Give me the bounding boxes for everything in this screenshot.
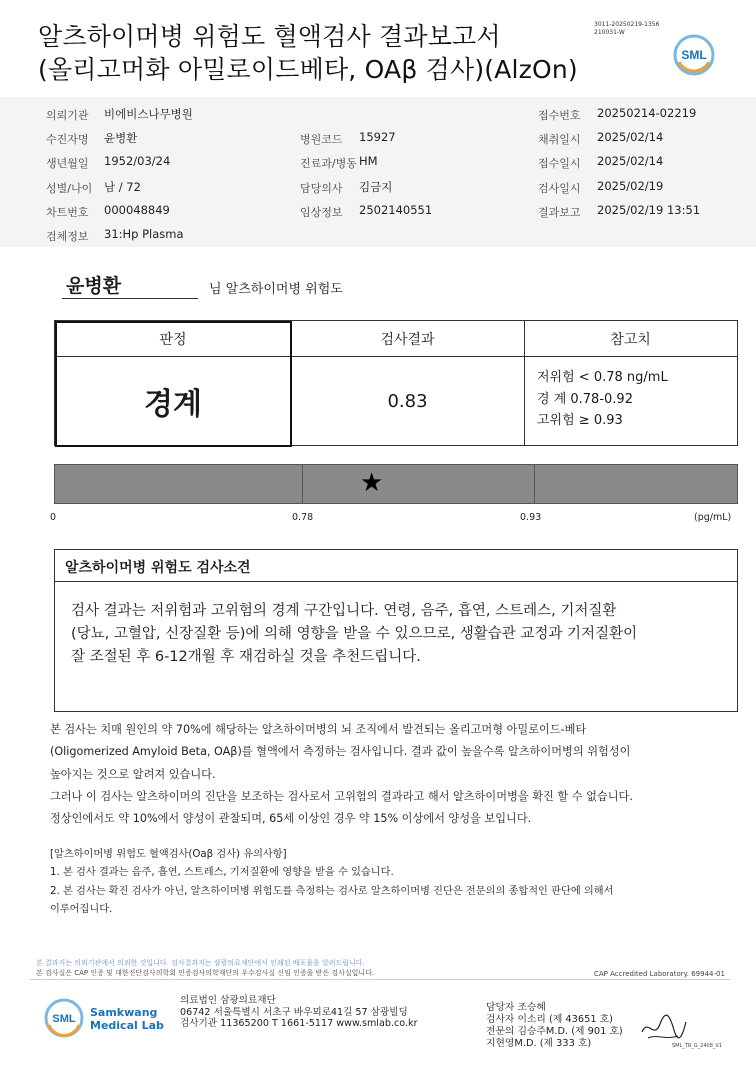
- staff-line: 검사자 이소리 (제 43651 호): [486, 1014, 613, 1025]
- description-line: 그러나 이 검사는 알츠하이머의 진단을 보조하는 검사로서 고위험의 결과라고 해서 알츠하이머병을 확진 할 수 없습니다.: [50, 789, 633, 803]
- patient-info-panel: [0, 97, 756, 247]
- document-code: [594, 21, 659, 37]
- risk-scale-bar: [54, 464, 738, 504]
- patient-heading-suffix: 님 알츠하이머병 위험도: [209, 282, 343, 297]
- institution-value: 비에비스나무병원: [104, 107, 193, 121]
- dept-label: 진료과/병동: [300, 157, 357, 170]
- scale-tick-low: 0.78: [292, 512, 314, 523]
- staff-list: [486, 1002, 623, 1050]
- dept-value: HM: [359, 154, 378, 168]
- sml-logo-text: SML: [681, 48, 707, 62]
- opinion-title: 알츠하이머병 위험도 검사소견: [55, 550, 737, 582]
- reference-header: 참고치: [524, 321, 737, 357]
- result-header: 검사결과: [291, 321, 524, 357]
- company-name-line2: Medical Lab: [90, 1019, 164, 1032]
- patient-value: 윤병환: [104, 131, 138, 145]
- scale-unit: (pg/mL): [694, 512, 732, 523]
- reference-borderline: 경 계 0.78-0.92: [537, 391, 633, 407]
- verdict-value: 경계: [144, 387, 202, 422]
- specimen-value: 31:Hp Plasma: [104, 227, 184, 241]
- opinion-line: 검사 결과는 저위험과 고위험의 경계 구간입니다. 연령, 음주, 흡연, 스트레스, 기저질환: [71, 603, 617, 619]
- chart-label: 차트번호: [46, 206, 89, 219]
- doctor-label: 담당의사: [300, 182, 343, 195]
- tested-label: 검사일시: [538, 182, 581, 195]
- collected-value: 2025/02/14: [597, 130, 664, 144]
- description-line: 높아지는 것으로 알려져 있습니다.: [50, 767, 216, 781]
- verdict-header: 판정: [55, 321, 291, 357]
- footer-notice: 본 결과지는 의뢰기관에서 의뢰한 것입니다. 검사결과지는 삼광의료재단에서 인쇄된 배포물을 알려드립니다.: [36, 959, 365, 967]
- hospital-code-label: 병원코드: [300, 133, 343, 146]
- precaution-item: 2. 본 검사는 확진 검사가 아닌, 알츠하이머병 위험도를 측정하는 검사로 알츠하이머병 진단은 전문의의 종합적인 판단에 의해서: [50, 885, 614, 897]
- scale-divider-low: [302, 465, 303, 503]
- document-code-line1: 3011-20250219-1356: [594, 21, 660, 28]
- sex-age-value: 남 / 72: [104, 180, 141, 194]
- test-precautions: [50, 846, 730, 920]
- birth-label: 생년월일: [46, 157, 89, 170]
- opinion-box: [54, 549, 738, 712]
- reported-value: 2025/02/19 13:51: [597, 203, 701, 217]
- address-line: 검사기관 11365200 T 1661-5117 www.smlab.co.kr: [180, 1018, 418, 1029]
- sex-age-label: 성별/나이: [46, 182, 93, 195]
- verdict-highlight-box: [55, 321, 292, 447]
- receipt-no-label: 접수번호: [538, 109, 581, 122]
- received-label: 접수일시: [538, 157, 581, 170]
- document-code-line2: 210031-W: [594, 29, 625, 36]
- chart-value: 000048849: [104, 203, 170, 217]
- patient-name-heading: 윤병환: [62, 271, 198, 299]
- patient-label: 수진자명: [46, 133, 89, 146]
- receipt-no-value: 20250214-02219: [597, 106, 697, 120]
- scale-tick-high: 0.93: [520, 512, 542, 523]
- staff-line: 담당자 조승혜: [486, 1002, 546, 1013]
- opinion-body: [71, 600, 735, 669]
- specimen-label: 검체정보: [46, 230, 89, 243]
- scale-tick-0: 0: [50, 512, 57, 523]
- signature-icon: [638, 1010, 688, 1044]
- cap-accreditation: CAP Accredited Laboratory. 69944-01: [594, 970, 725, 978]
- staff-line: 지현영M.D. (제 333 호): [486, 1038, 592, 1049]
- precaution-item: 이루어집니다.: [50, 904, 113, 916]
- address-line: 의료법인 삼광의료재단: [180, 995, 276, 1006]
- doctor-value: 김금지: [359, 180, 393, 194]
- company-address: [180, 995, 418, 1030]
- test-description: [50, 719, 730, 830]
- address-line: 06742 서울특별시 서초구 바우뫼로41길 57 삼광빌딩: [180, 1006, 408, 1018]
- report-title: [38, 20, 578, 86]
- result-table: [54, 320, 738, 446]
- form-code: SML_TR_G_2408_V1: [672, 1043, 723, 1049]
- reference-high: 고위험 ≥ 0.93: [537, 413, 623, 428]
- sml-logo-icon: [673, 34, 715, 76]
- clinical-value: 2502140551: [359, 203, 433, 217]
- precautions-title: [알츠하이머병 위험도 혈액검사(Oaβ 검사) 유의사항]: [50, 849, 287, 860]
- company-name: [90, 1006, 164, 1032]
- scale-divider-high: [534, 465, 535, 503]
- staff-line: 전문의 김승주M.D. (제 901 호): [486, 1026, 623, 1037]
- opinion-line: (당뇨, 고혈압, 신장질환 등)에 의해 영향을 받을 수 있으므로, 생활습관 교정과 기저질환이: [71, 626, 638, 642]
- opinion-line: 잘 조절된 후 6-12개월 후 재검하실 것을 추천드립니다.: [71, 649, 421, 665]
- column-divider: [524, 321, 525, 445]
- cap-notice: 본 검사실은 CAP 인증 및 대한진단검사의학회 인증검사의학재단의 우수검사실 신임 인증을 받은 검사실입니다.: [36, 969, 375, 977]
- report-title-line2: (올리고머화 아밀로이드베타, OAβ 검사)(AlzOn): [38, 55, 578, 84]
- result-marker-star-icon: ★: [360, 468, 384, 498]
- tested-value: 2025/02/19: [597, 179, 664, 193]
- result-value: 0.83: [387, 390, 428, 412]
- reference-ranges: [537, 367, 668, 432]
- description-line: 본 검사는 치매 원인의 약 70%에 해당하는 알츠하이머병의 뇌 조직에서 발견되는 올리고머형 아밀로이드-베타: [50, 723, 587, 736]
- precaution-item: 1. 본 검사 결과는 음주, 흡연, 스트레스, 기저질환에 영향을 받을 수 있습니다.: [50, 867, 394, 879]
- clinical-label: 임상정보: [300, 206, 343, 219]
- received-value: 2025/02/14: [597, 154, 664, 168]
- birth-value: 1952/03/24: [104, 154, 171, 168]
- samkwang-logo-text: SML: [52, 1013, 76, 1025]
- reference-low: 저위험 < 0.78 ng/mL: [537, 370, 668, 385]
- description-line: 정상인에서도 약 10%에서 양성이 관찰되며, 65세 이상인 경우 약 15% 이상에서 양성을 보입니다.: [50, 812, 532, 826]
- reported-label: 결과보고: [538, 206, 581, 219]
- institution-label: 의뢰기관: [46, 109, 89, 122]
- company-name-line1: Samkwang: [90, 1006, 158, 1019]
- footer-divider: [30, 979, 730, 980]
- description-line: (Oligomerized Amyloid Beta, OAβ)를 혈액에서 측정하는 검사입니다. 결과 값이 높을수록 알츠하이머병의 위험성이: [50, 745, 631, 759]
- report-title-line1: 알츠하이머병 위험도 혈액검사 결과보고서: [38, 22, 501, 51]
- hospital-code-value: 15927: [359, 130, 396, 144]
- samkwang-logo-icon: [44, 998, 84, 1038]
- collected-label: 채취일시: [538, 133, 581, 146]
